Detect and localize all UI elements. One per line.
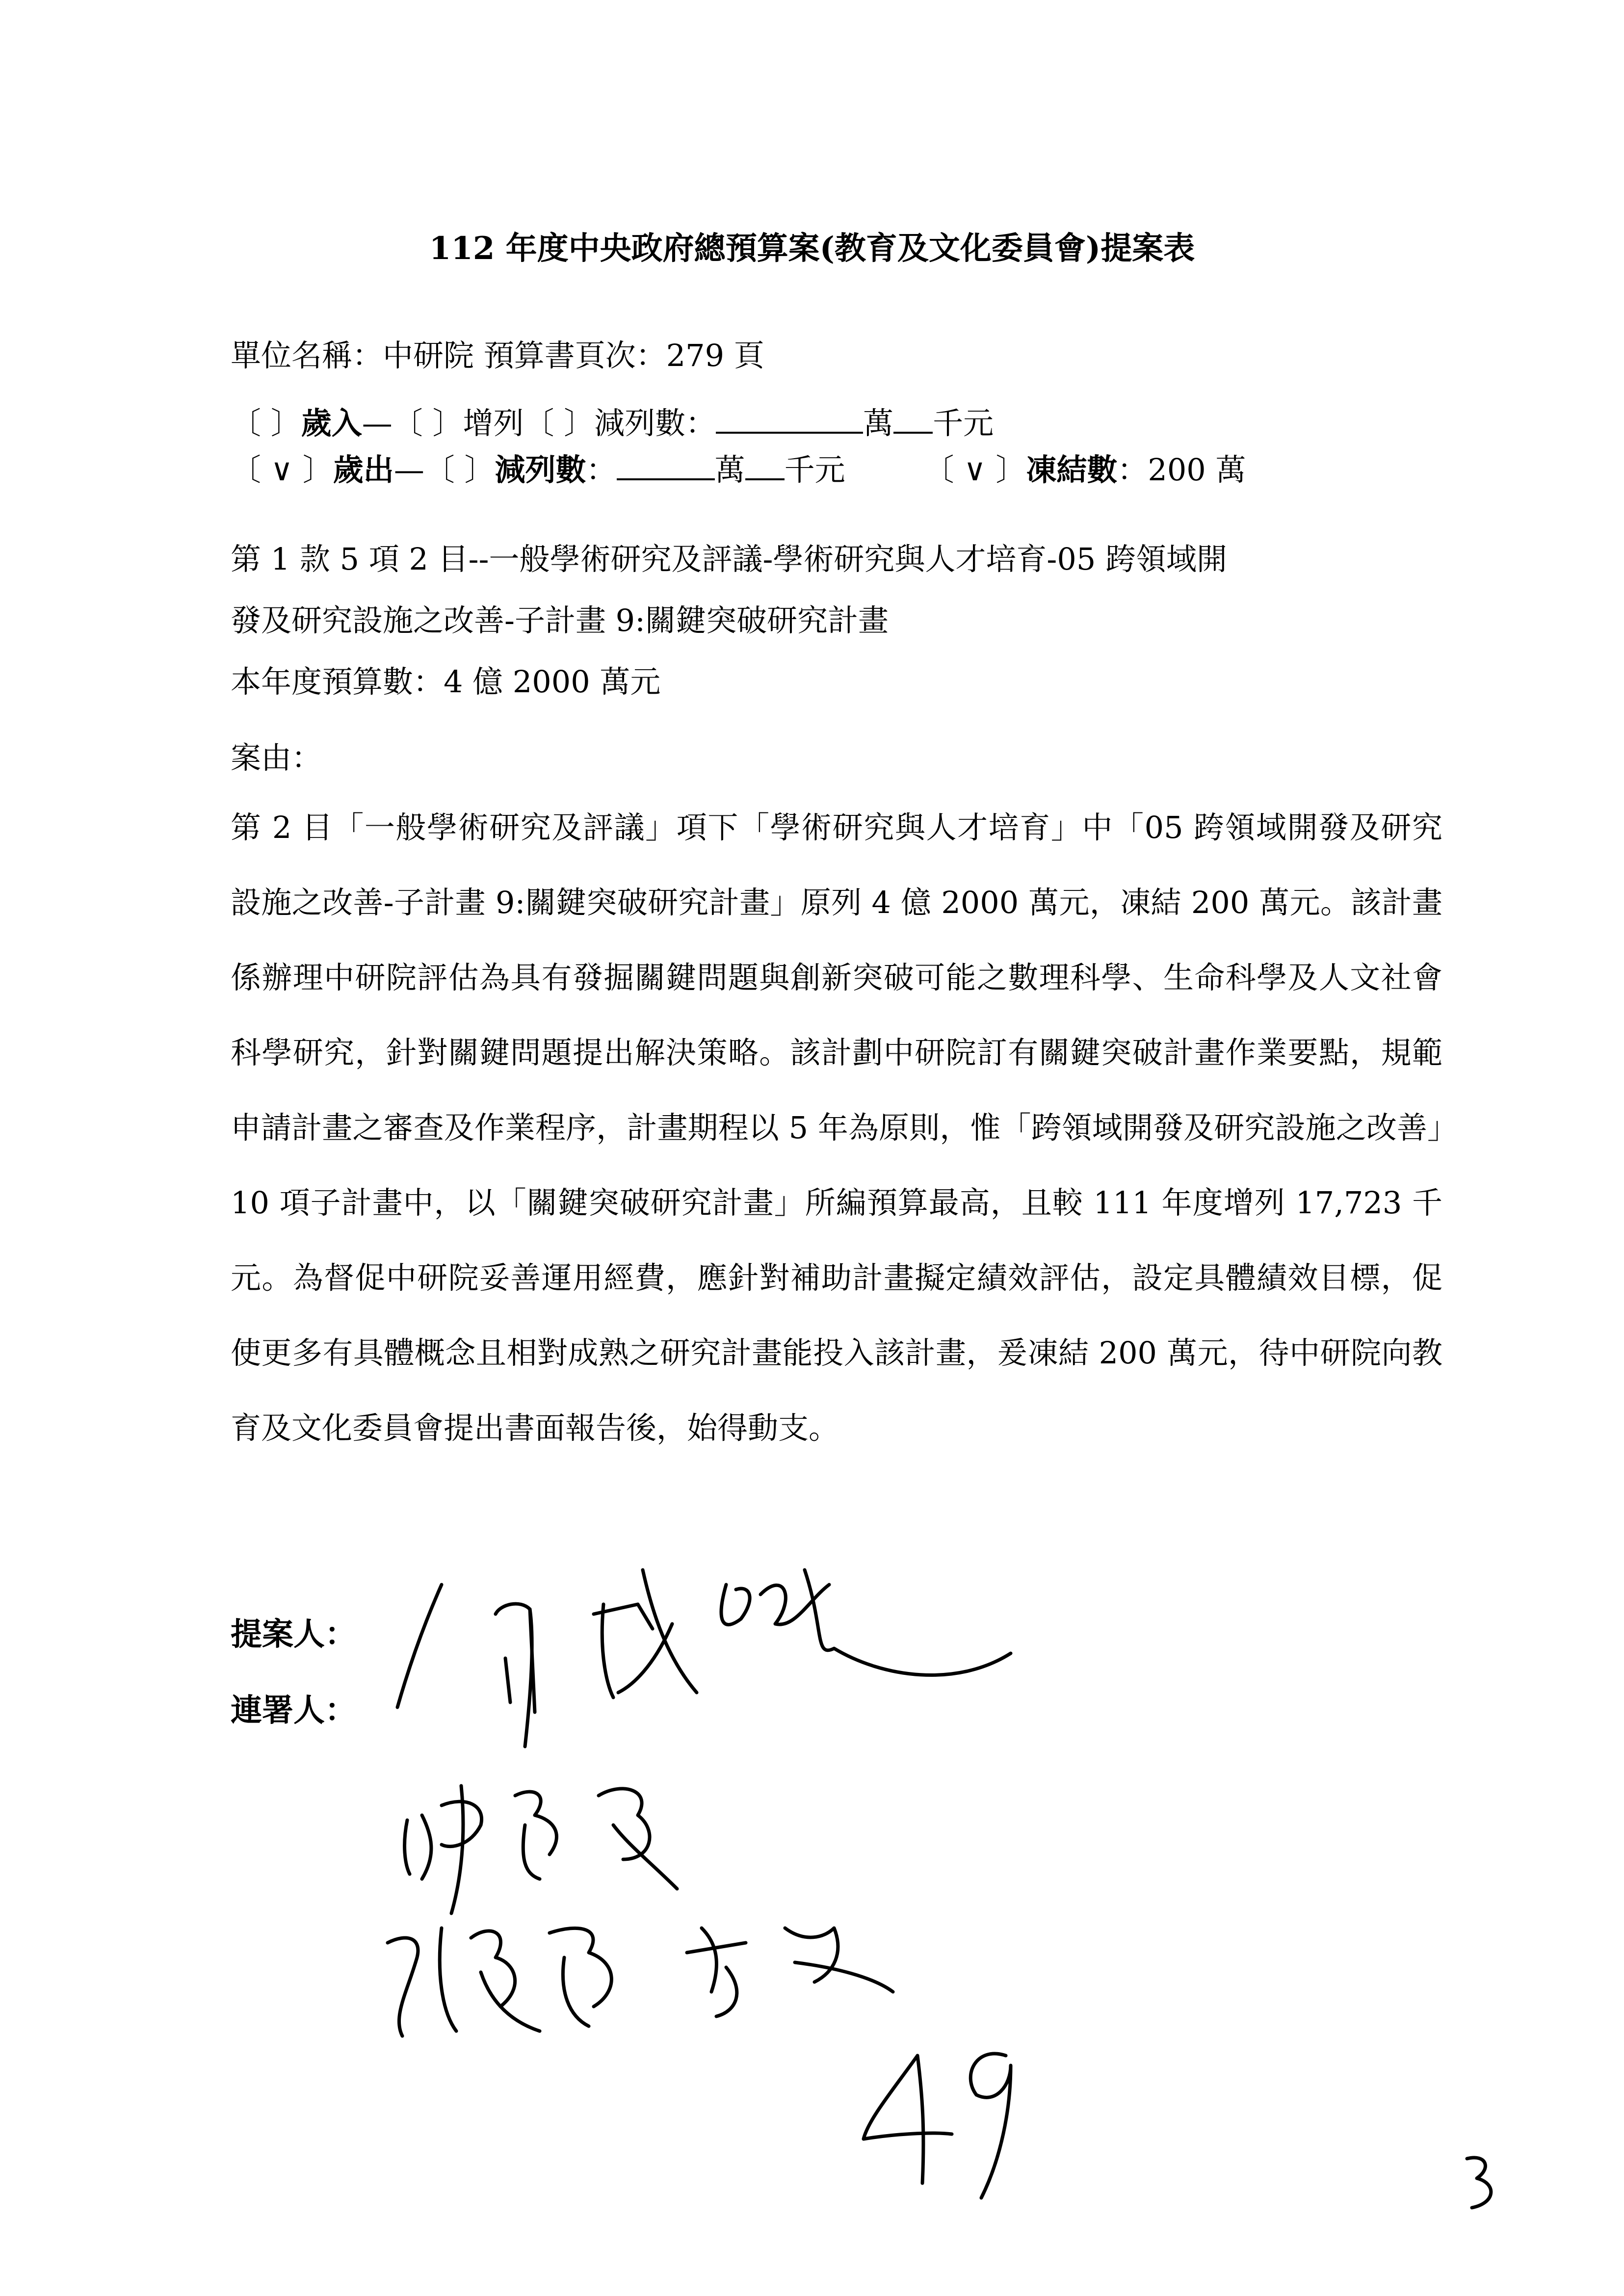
expense-label: 歲出 bbox=[333, 452, 394, 488]
revenue-qian-unit: 千元 bbox=[933, 405, 994, 441]
unit-line: 單位名稱：中研院 預算書頁次：279 頁 bbox=[231, 338, 764, 373]
handwritten-mark-3 bbox=[1467, 2158, 1491, 2208]
expense-dash: — bbox=[393, 452, 424, 488]
decrease-colon: ： bbox=[586, 452, 617, 488]
proposer-label: 提案人： bbox=[231, 1616, 356, 1653]
document-title: 112 年度中央政府總預算案(教育及文化委員會)提案表 bbox=[429, 230, 1195, 267]
revenue-checkbox: 〔 〕 bbox=[231, 405, 301, 441]
item-line-2: 發及研究設施之改善-子計畫 9:關鍵突破研究計畫 bbox=[231, 602, 889, 638]
revenue-wan-unit: 萬 bbox=[863, 405, 894, 441]
freeze-value: ：200 萬 bbox=[1117, 452, 1246, 488]
cosigner-signature-1 bbox=[405, 1786, 677, 1913]
decrease-label: 減列數 bbox=[495, 452, 586, 488]
expense-checkbox: 〔 ∨ 〕 bbox=[231, 452, 333, 488]
revenue-dash: — bbox=[362, 405, 393, 441]
cosigner-label: 連署人： bbox=[231, 1692, 356, 1729]
freeze-label: 凍結數 bbox=[1026, 452, 1118, 488]
proposer-signature bbox=[397, 1570, 1011, 1747]
revenue-increase-decrease: 〔 〕增列〔 〕減列數： bbox=[392, 405, 716, 441]
reason-label: 案由： bbox=[231, 740, 322, 776]
revenue-label: 歲入 bbox=[301, 405, 362, 441]
freeze-checkbox: 〔 ∨ 〕 bbox=[923, 452, 1026, 488]
expense-qian-unit: 千元 bbox=[784, 452, 845, 488]
expense-wan-unit: 萬 bbox=[714, 452, 745, 488]
cosigner-signature-2 bbox=[388, 1928, 893, 2036]
reason-text: 第 2 目「一般學術研究及評議」項下「學術研究與人才培育」中「05 跨領域開發及研究設施之改善-子計畫 9:關鍵突破研究計畫」原列 4 億 2000 萬元，凍結 200 萬元。該計畫係辦理中研院評估為具有發掘關鍵問題與創新突破可能之數理科學、生命科學及人文社會科學研究，針對關鍵問題提出解決策略。該計劃中研院訂有關鍵突破計畫作業要點，規範申請計畫之審查及作業程序，計畫期程以 5 年為原則，惟「跨領域開發及研究設施之改善」10 項子計畫中，以「關鍵突破研究計畫」所編預算最高，且較 111 年度增列 17,723 千元。為督促中研院妥善運用經費，應針對補助計畫擬定績效評估，設定具體績效目標，促使更多有具體概念且相對成熟之研究計畫能投入該計畫，爰凍結 200 萬元，待中研院向教育及文化委員會提出書面報告後，始得動支。 bbox=[231, 809, 1442, 1446]
budget-line: 本年度預算數：4 億 2000 萬元 bbox=[231, 664, 661, 700]
item-line-1: 第 1 款 5 項 2 目--一般學術研究及評議-學術研究與人才培育-05 跨領域開 bbox=[231, 541, 1227, 577]
handwritten-page-number bbox=[864, 2054, 1011, 2198]
expense-decrease-box: 〔 〕 bbox=[424, 452, 495, 488]
